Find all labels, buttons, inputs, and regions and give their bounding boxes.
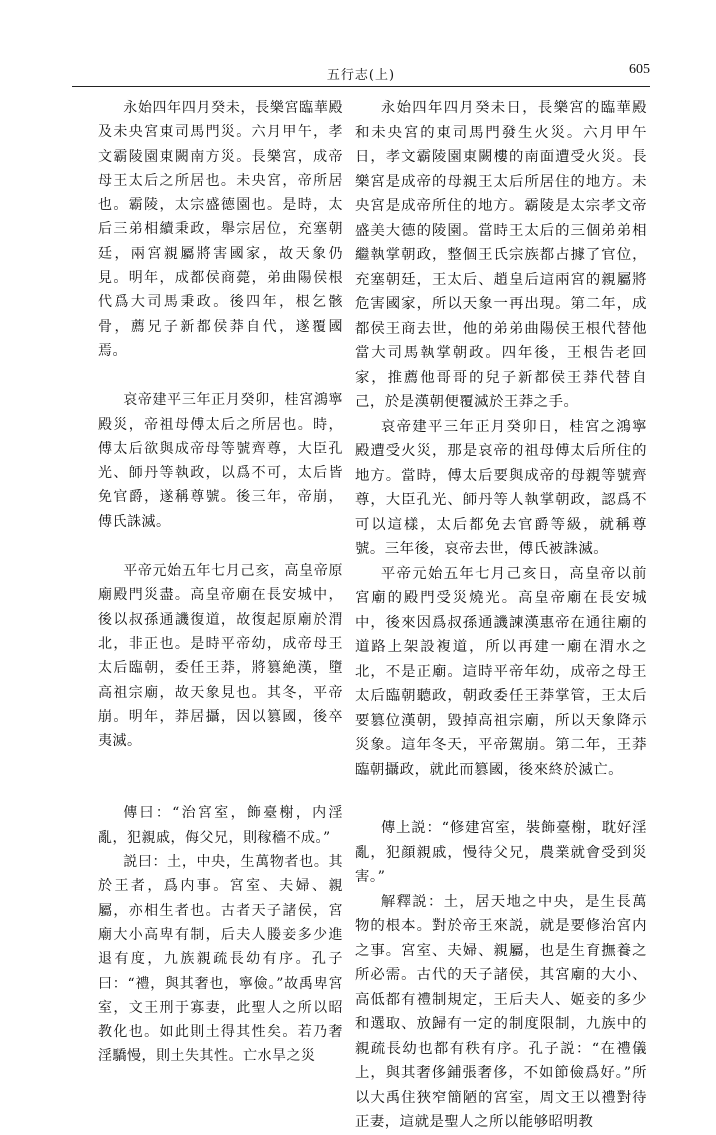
classical-paragraph-5: 説曰：土，中央，生萬物者也。其於王者，爲内事。宮室、夫婦、親屬，亦相生者也。古者天子諸侯，宮廟大小高卑有制，后夫人媵妾多少進退有度，九族親疏長幼有序。孔子曰：“禮，與其奢也，寧儉。”故禹卑宮室，文王刑于寡妻，此聖人之所以昭教化也。如此則土得其性矣。若乃奢淫驕慢，則土失其性。亡水旱之災 [98, 854, 343, 1065]
classical-paragraph-3: 平帝元始五年七月己亥，高皇帝原廟殿門災盡。高皇帝廟在長安城中，後以叔孫通譏復道，故復起原廟於渭北，非正也。是時平帝幼，成帝母王太后臨朝，委任王莽，將篡絶漢，墮高祖宗廟，故天象見也。其冬，平帝崩。明年，莽居攝，因以篡國，後卒夷滅。 [98, 563, 343, 750]
translation-paragraph-4: 傳上説：“修建宮室，裝飾臺榭，耽好淫亂，犯顔親戚，慢待父兄，農業就會受到災害。” [355, 820, 647, 885]
translation-paragraph-3: 平帝元始五年七月己亥日，高皇帝以前宮廟的殿門受災燒光。高皇帝廟在長安城中，後來因爲叔孫通譏諫漢惠帝在通往廟的道路上架設複道，所以再建一廟在渭水之北，不是正廟。這時平帝年幼，成帝之母王太后臨朝聽政，朝政委任王莽掌管，王太后要篡位漢朝，毀掉高祖宗廟，所以天象降示災象。這年冬天，平帝駕崩。第二年，王莽臨朝攝政，就此而篡國，後來終於滅亡。 [355, 565, 647, 778]
classical-text-column [98, 96, 343, 1069]
running-title: 五行志(上) [326, 68, 396, 83]
classical-paragraph-4: 傳曰：“治宮室，飾臺榭，内淫亂，犯親戚，侮父兄，則稼穡不成。” [98, 805, 343, 846]
section-gap [98, 753, 343, 801]
paragraph-gap [98, 534, 343, 559]
classical-paragraph-2: 哀帝建平三年正月癸卯，桂宮鴻寧殿災，帝祖母傅太后之所居也。時，傅太后欲與成帝母等號齊尊，大臣孔光、師丹等執政，以爲不可，太后皆免官爵，遂稱尊號。後三年，帝崩，傅氏誅滅。 [98, 392, 343, 530]
translation-column [355, 96, 647, 1135]
translation-paragraph-2: 哀帝建平三年正月癸卯日，桂宮之鴻寧殿遭受火災，那是哀帝的祖母傅太后所住的地方。當時，傅太后要與成帝的母親等號齊尊，大臣孔光、師丹等人執掌朝政，認爲不可以這樣，太后都免去官爵等級，就稱尊號。三年後，哀帝去世，傅氏被誅滅。 [355, 418, 647, 557]
page-header [72, 60, 650, 87]
section-gap [355, 782, 647, 816]
paragraph-gap [98, 363, 343, 388]
page-number: 605 [629, 62, 650, 77]
translation-paragraph-1: 永始四年四月癸未日，長樂宮的臨華殿和未央宮的東司馬門發生火災。六月甲午日，孝文霸陵園東闕樓的南面遭受火災。長樂宮是成帝的母親王太后所居住的地方。未央宮是成帝所住的地方。霸陵是太宗孝文帝盛美大德的陵園。當時王太后的三個弟弟相繼執掌朝政，整個王氏宗族都占據了官位，充塞朝廷，王太后、趙皇后這兩宮的親屬將危害國家，所以天象一再出現。第二年，成都侯王商去世，他的弟弟曲陽侯王根代替他當大司馬執掌朝政。四年後，王根告老回家，推薦他哥哥的兒子新都侯王莽代替自己，於是漢朝便覆滅於王莽之手。 [355, 100, 647, 410]
classical-paragraph-1: 永始四年四月癸未，長樂宮臨華殿及未央宮東司馬門災。六月甲午，孝文霸陵園東闕南方災。長樂宮，成帝母王太后之所居也。未央宮，帝所居也。霸陵，太宗盛德園也。是時，太后三弟相續秉政，舉宗居位，充塞朝廷，兩宮親屬將害國家，故天象仍見。明年，成都侯商薨，弟曲陽侯根代爲大司馬秉政。後四年，根乞骸骨，薦兄子新都侯莽自代，遂覆國焉。 [98, 100, 343, 359]
translation-paragraph-5: 解釋説：土，居天地之中央，是生長萬物的根本。對於帝王來説，就是要修治宮内之事。宮室、夫婦、親屬，也是生育撫養之所必需。古代的天子諸侯，其宮廟的大小、高低都有禮制規定，王后夫人、姬妾的多少和選取、放歸有一定的制度限制，九族中的親疏長幼也都有秩有序。孔子説：“在禮儀上，與其奢侈鋪張奢侈，不如節儉爲好。”所以大禹住狹窄簡陋的宮室，周文王以禮對待正妻，這就是聖人之所以能够昭明教 [355, 893, 647, 1130]
